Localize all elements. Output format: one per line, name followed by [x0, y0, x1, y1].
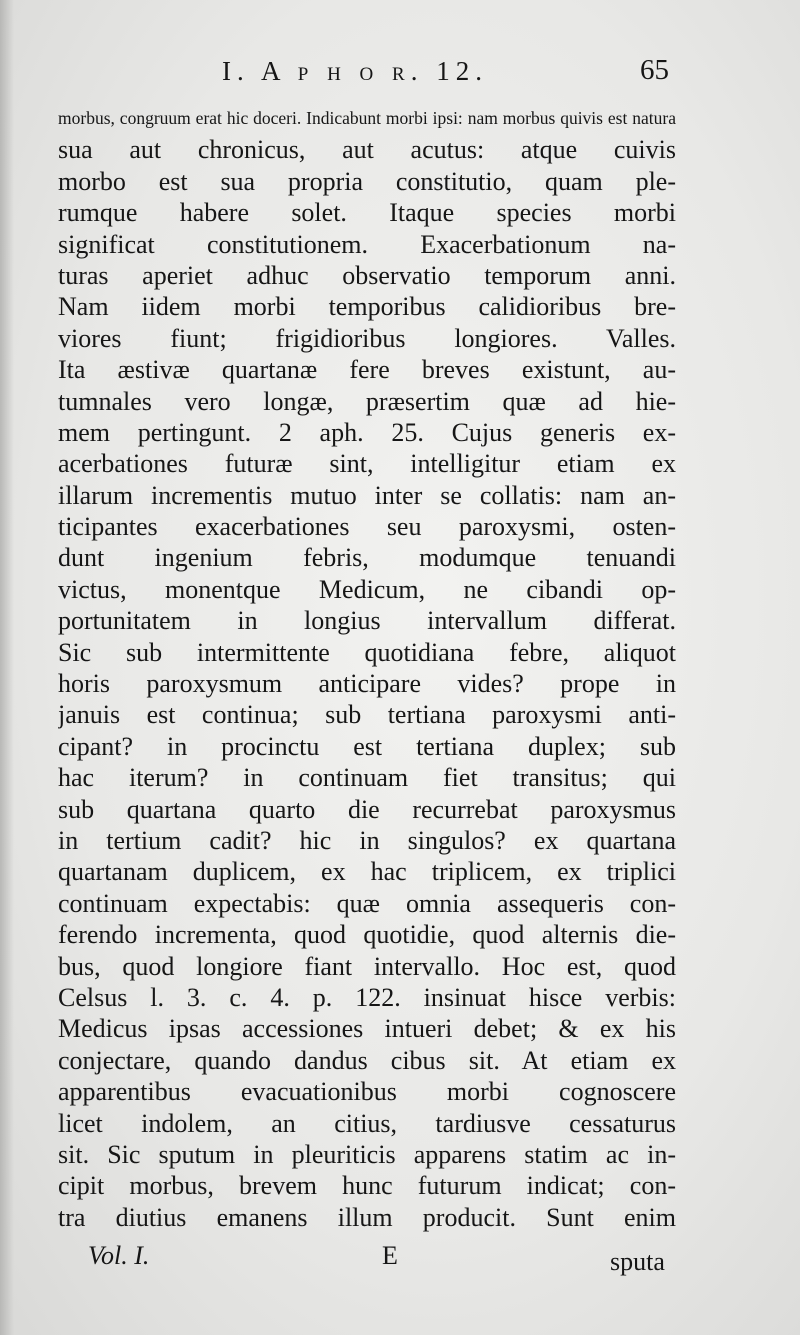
- text-line: illarum incrementis mutuo inter se collatis: nam an-: [58, 480, 676, 510]
- text-line: januis est continua; sub tertiana paroxysmi anti-: [58, 700, 676, 730]
- text-line: cipant? in procinctu est tertiana duplex; sub: [58, 731, 676, 761]
- text-line: victus, monentque Medicum, ne cibandi op-: [58, 574, 676, 604]
- text-line: quartanam duplicem, ex hac triplicem, ex triplici: [58, 857, 676, 887]
- page-number: 65: [640, 54, 669, 86]
- text-line: rumque habere solet. Itaque species morbi: [58, 198, 676, 228]
- text-line: morbo est sua propria constitutio, quam ple-: [58, 166, 676, 196]
- text-line: acerbationes futuræ sint, intelligitur etiam ex: [58, 449, 676, 479]
- catchword: sputa: [610, 1247, 665, 1276]
- signature-mark: E: [382, 1241, 398, 1270]
- text-line: horis paroxysmum anticipare vides? prope in: [58, 669, 676, 699]
- text-line: ticipantes exacerbationes seu paroxysmi, osten-: [58, 512, 676, 542]
- gutter-shadow: [0, 0, 14, 1335]
- text-line: portunitatem in longius intervallum differat.: [58, 606, 676, 636]
- text-line: Ita æstivæ quartanæ fere breves existunt, au-: [58, 355, 676, 385]
- text-line: mem pertingunt. 2 aph. 25. Cujus generis ex-: [58, 417, 676, 447]
- text-line: dunt ingenium febris, modumque tenuandi: [58, 543, 676, 573]
- text-line: ferendo incrementa, quod quotidie, quod alternis die-: [58, 920, 676, 950]
- text-line: Celsus l. 3. c. 4. p. 122. insinuat hisce verbis:: [58, 982, 676, 1012]
- running-head-title: I. A p h o r. 12.: [222, 56, 488, 86]
- text-line: Medicus ipsas accessiones intueri debet; & ex his: [58, 1014, 676, 1044]
- text-line: licet indolem, an citius, tardiusve cessaturus: [58, 1108, 676, 1138]
- text-line: significat constitutionem. Exacerbationum na-: [58, 229, 676, 259]
- volume-mark: Vol. I.: [88, 1241, 150, 1270]
- text-line: in tertium cadit? hic in singulos? ex quartana: [58, 825, 676, 855]
- text-line: apparentibus evacuationibus morbi cognoscere: [58, 1077, 676, 1107]
- text-line: sub quartana quarto die recurrebat paroxysmus: [58, 794, 676, 824]
- text-line: continuam expectabis: quæ omnia assequeris con-: [58, 888, 676, 918]
- text-line: Nam iidem morbi temporibus calidioribus bre-: [58, 292, 676, 322]
- text-line: conjectare, quando dandus cibus sit. At etiam ex: [58, 1045, 676, 1075]
- text-line: turas aperiet adhuc observatio temporum anni.: [58, 260, 676, 290]
- text-line: viores fiunt; frigidioribus longiores. Valles.: [58, 323, 676, 353]
- text-line: tra diutius emanens illum producit. Sunt enim: [58, 1202, 676, 1232]
- text-line: tumnales vero longæ, præsertim quæ ad hie-: [58, 386, 676, 416]
- text-line: Sic sub intermittente quotidiana febre, aliquot: [58, 637, 676, 667]
- text-line: sit. Sic sputum in pleuriticis apparens statim ac in-: [58, 1139, 676, 1169]
- text-line: sua aut chronicus, aut acutus: atque cuivis: [58, 135, 676, 165]
- text-line: cipit morbus, brevem hunc futurum indicat; con-: [58, 1171, 676, 1201]
- text-line: morbus, congruum erat hic doceri. Indicabunt morbi ipsi: nam morbus quivis est natura: [58, 108, 676, 128]
- body-text: [58, 103, 676, 1233]
- page-footer: [0, 1241, 800, 1291]
- running-head: [0, 52, 800, 92]
- text-line: bus, quod longiore fiant intervallo. Hoc est, quod: [58, 951, 676, 981]
- text-line: hac iterum? in continuam fiet transitus; qui: [58, 763, 676, 793]
